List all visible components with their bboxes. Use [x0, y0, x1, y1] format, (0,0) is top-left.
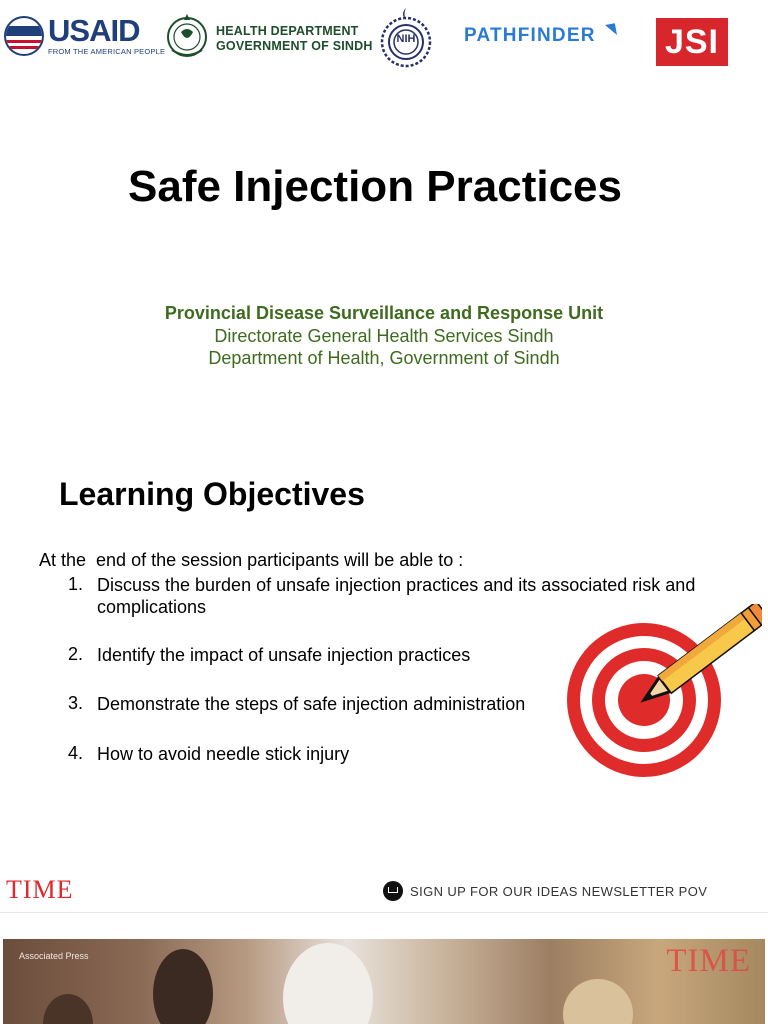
sindh-emblem-icon	[164, 10, 210, 60]
objective-text: Discuss the burden of unsafe injection practices and its associated risk and complications	[97, 575, 696, 617]
objective-text: Identify the impact of unsafe injection practices	[97, 645, 471, 665]
subtitle-directorate: Directorate General Health Services Sindh	[214, 326, 554, 346]
health-department-line2: GOVERNMENT OF SINDH	[216, 39, 373, 53]
jsi-wordmark: JSI	[664, 23, 720, 61]
jsi-logo	[656, 18, 728, 66]
usaid-tagline: FROM THE AMERICAN PEOPLE	[48, 47, 166, 56]
newsletter-signup-link[interactable]	[383, 880, 707, 902]
video-watermark: TIME	[666, 943, 751, 979]
video-credit: Associated Press	[19, 951, 89, 961]
objective-number: 4.	[68, 743, 84, 763]
divider	[0, 912, 768, 913]
pathfinder-wordmark: PATHFINDER	[464, 25, 596, 46]
objective-number: 2.	[68, 644, 84, 664]
envelope-icon	[383, 881, 403, 901]
pathfinder-logo	[462, 22, 622, 50]
page-title: Safe Injection Practices	[128, 162, 622, 211]
newsletter-label: SIGN UP FOR OUR IDEAS NEWSLETTER POV	[410, 883, 708, 899]
target-pencil-icon	[562, 604, 762, 780]
pathfinder-arrow-icon	[605, 23, 617, 37]
health-department-logo	[164, 10, 373, 62]
nih-logo	[376, 6, 436, 68]
nih-label: NIH	[396, 33, 416, 45]
health-department-line1: HEALTH DEPARTMENT	[216, 24, 359, 38]
objective-text: Demonstrate the steps of safe injection administration	[97, 694, 526, 714]
usaid-logo	[4, 13, 166, 60]
objective-number: 3.	[68, 693, 84, 713]
video-thumbnail[interactable]	[3, 939, 765, 1024]
subtitle-unit: Provincial Disease Surveillance and Response Unit	[164, 303, 604, 323]
subtitle-department: Department of Health, Government of Sindh	[208, 348, 560, 368]
objective-text: How to avoid needle stick injury	[97, 744, 350, 764]
learning-objectives-heading: Learning Objectives	[59, 476, 365, 512]
usaid-seal-icon	[4, 16, 44, 56]
time-logo[interactable]: TIME	[6, 875, 74, 904]
objectives-intro: At the end of the session participants will be able to :	[39, 550, 464, 570]
usaid-wordmark: USAID	[48, 13, 140, 48]
objective-number: 1.	[68, 574, 84, 594]
